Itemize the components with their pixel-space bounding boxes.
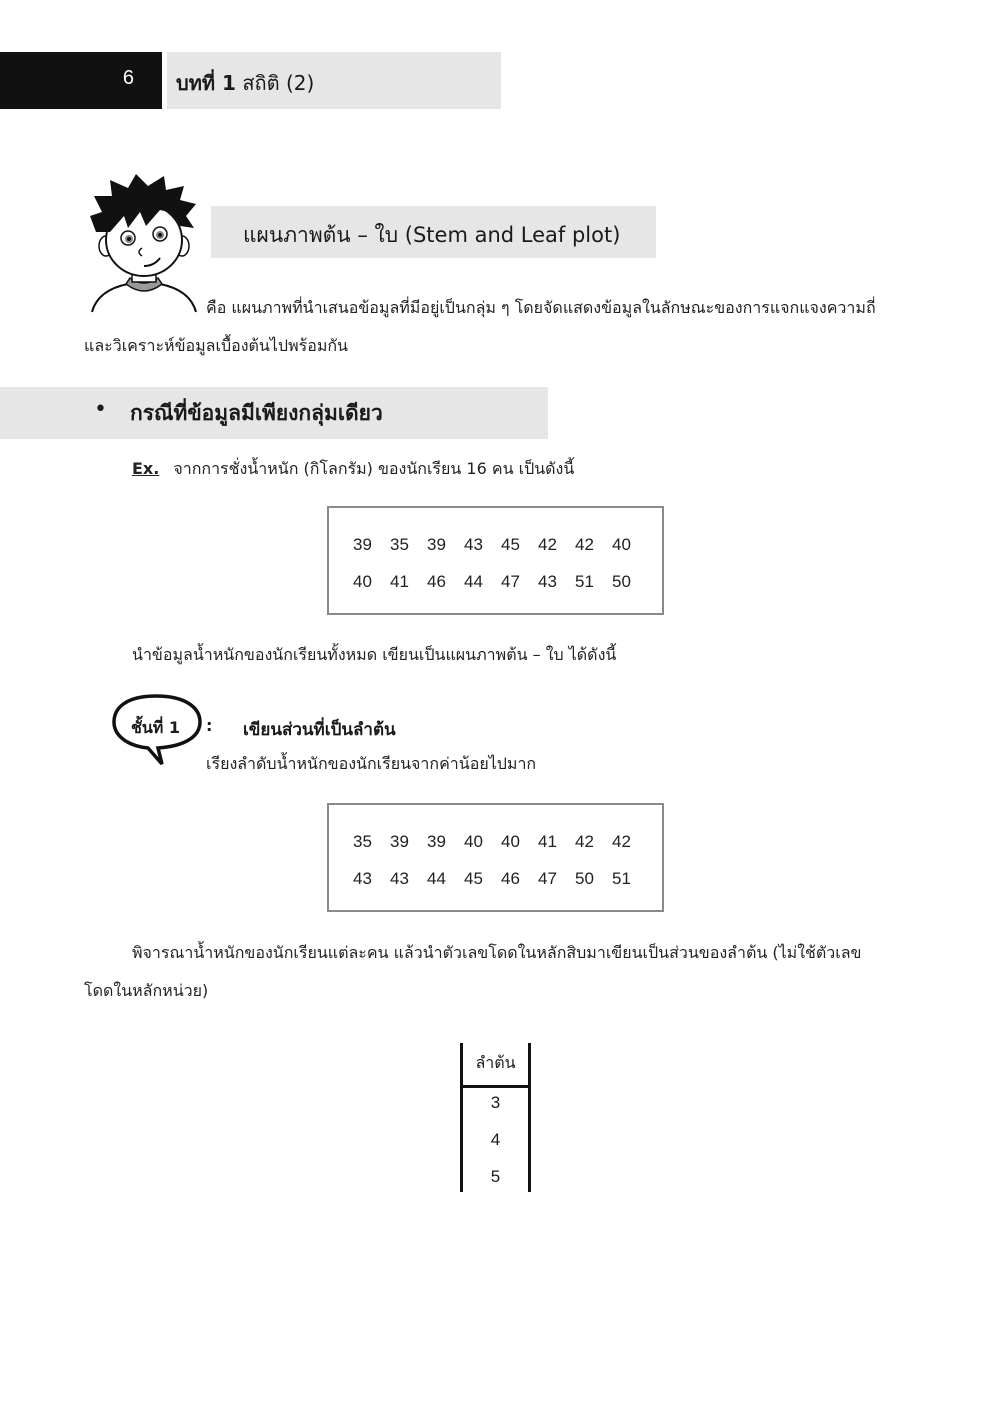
data-value: 47 xyxy=(538,869,557,888)
page-number-block xyxy=(0,52,162,109)
data-value: 42 xyxy=(575,832,594,851)
data-value: 35 xyxy=(353,832,372,851)
chapter-heading xyxy=(176,67,314,99)
example-statement xyxy=(132,452,574,486)
step-title: เขียนส่วนที่เป็นลำต้น xyxy=(243,720,396,740)
stem-value: 4 xyxy=(490,1130,501,1149)
section-title: กรณีที่ข้อมูลมีเพียงกลุ่มเดียว xyxy=(130,401,383,425)
topic-title-box xyxy=(211,206,656,258)
data-value: 47 xyxy=(501,572,520,591)
explanation-line-1: พิจารณาน้ำหนักของนักเรียนแต่ละคน แล้วนำตัวเลขโดดในหลักสิบมาเขียนเป็นส่วนของลำต้น (ไม่ใช้ตัวเลข xyxy=(132,943,862,962)
data-value: 35 xyxy=(390,535,409,554)
data-value: 40 xyxy=(353,572,372,591)
data-value: 45 xyxy=(464,869,483,888)
step-colon: : xyxy=(206,716,213,735)
data-value: 46 xyxy=(501,869,520,888)
example-label: Ex. xyxy=(132,459,160,478)
data-value: 42 xyxy=(612,832,631,851)
data-value: 46 xyxy=(427,572,446,591)
step-description: เรียงลำดับน้ำหนักของนักเรียนจากค่าน้อยไปมาก xyxy=(206,754,537,773)
definition-line-1: คือ แผนภาพที่นำเสนอข้อมูลที่มีอยู่เป็นกลุ่ม ๆ โดยจัดแสดงข้อมูลในลักษณะของการแจกแจงความถี่ xyxy=(206,298,876,317)
data-value: 40 xyxy=(501,832,520,851)
data-value: 39 xyxy=(427,535,446,554)
data-value: 43 xyxy=(390,869,409,888)
stem-value: 5 xyxy=(490,1167,501,1186)
raw-data-box xyxy=(327,506,664,615)
bullet-icon: • xyxy=(94,397,107,422)
chapter-header xyxy=(167,52,501,109)
chapter-title: สถิติ (2) xyxy=(242,71,315,95)
topic-title: แผนภาพต้น – ใบ (Stem and Leaf plot) xyxy=(243,223,621,247)
section-heading-bar xyxy=(0,387,548,439)
cartoon-boy-icon xyxy=(88,172,200,315)
stem-value: 3 xyxy=(490,1093,501,1112)
data-value: 39 xyxy=(353,535,372,554)
data-value: 43 xyxy=(353,869,372,888)
stem-header: ลำต้น xyxy=(475,1053,516,1072)
data-value: 51 xyxy=(575,572,594,591)
data-value: 50 xyxy=(612,572,631,591)
data-value: 43 xyxy=(464,535,483,554)
data-value: 40 xyxy=(464,832,483,851)
data-value: 44 xyxy=(427,869,446,888)
sorted-data-box xyxy=(327,803,664,912)
sorted-data-row-2 xyxy=(353,869,649,889)
data-value: 43 xyxy=(538,572,557,591)
step-label: ชั้นที่ 1 xyxy=(131,718,181,737)
raw-data-row-2 xyxy=(353,572,649,592)
stem-table xyxy=(460,1043,531,1192)
chapter-label: บทที่ 1 xyxy=(176,71,236,95)
stem-header-divider xyxy=(463,1085,528,1088)
data-value: 42 xyxy=(538,535,557,554)
raw-data-row-1 xyxy=(353,535,649,555)
data-value: 45 xyxy=(501,535,520,554)
sorted-data-row-1 xyxy=(353,832,649,852)
data-value: 50 xyxy=(575,869,594,888)
data-value: 39 xyxy=(427,832,446,851)
definition-line-2: และวิเคราะห์ข้อมูลเบื้องต้นไปพร้อมกัน xyxy=(84,336,348,355)
data-value: 51 xyxy=(612,869,631,888)
page-number: 6 xyxy=(122,67,134,89)
data-value: 40 xyxy=(612,535,631,554)
data-value: 39 xyxy=(390,832,409,851)
data-value: 41 xyxy=(538,832,557,851)
stem-leaf-intro: นำข้อมูลน้ำหนักของนักเรียนทั้งหมด เขียนเป็นแผนภาพต้น – ใบ ได้ดังนี้ xyxy=(132,645,617,664)
data-value: 41 xyxy=(390,572,409,591)
data-value: 42 xyxy=(575,535,594,554)
example-text: จากการชั่งน้ำหนัก (กิโลกรัม) ของนักเรียน 16 คน เป็นดังนี้ xyxy=(173,459,575,478)
explanation-line-2: โดดในหลักหน่วย) xyxy=(84,981,209,1000)
data-value: 44 xyxy=(464,572,483,591)
